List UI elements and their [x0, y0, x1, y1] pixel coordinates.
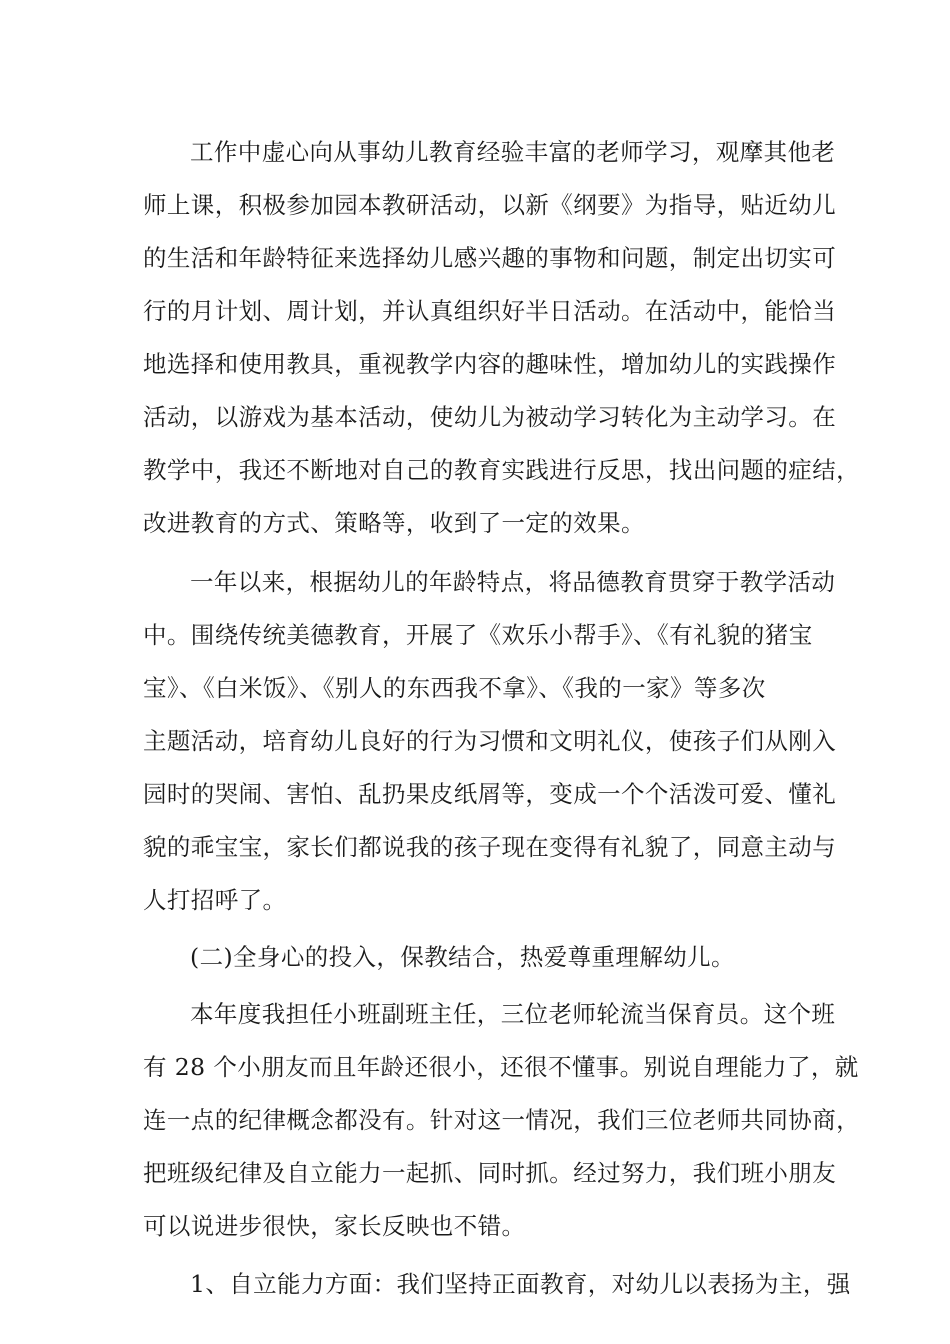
text-line-12: 主题活动，培育幼儿良好的行为习惯和文明礼仪，使孩子们从刚入: [143, 727, 837, 755]
text-line-3: 的生活和年龄特征来选择幼儿感兴趣的事物和问题，制定出切实可: [143, 244, 837, 272]
text-line-11: 宝》、《白米饭》、《别人的东西我不拿》、《我的一家》等多次: [143, 674, 766, 702]
text-line-17: 本年度我担任小班副班主任，三位老师轮流当保育员。这个班: [190, 1000, 836, 1028]
text-line-19: 连一点的纪律概念都没有。针对这一情况，我们三位老师共同协商，: [143, 1106, 860, 1134]
text-line-5: 地选择和使用教具，重视教学内容的趣味性，增加幼儿的实践操作: [143, 350, 837, 378]
text-line-6: 活动，以游戏为基本活动，使幼儿为被动学习转化为主动学习。在: [143, 403, 837, 431]
text-line-8: 改进教育的方式、策略等，收到了一定的效果。: [143, 509, 645, 537]
text-line-21: 可以说进步很快，家长反映也不错。: [143, 1212, 526, 1240]
text-line-22: 1、自立能力方面：我们坚持正面教育，对幼儿以表扬为主，强: [190, 1270, 851, 1298]
text-line-18: 有 28 个小朋友而且年龄还很小，还很不懂事。别说自理能力了，就: [143, 1053, 859, 1081]
text-line-2: 师上课，积极参加园本教研活动，以新《纲要》为指导，贴近幼儿: [143, 191, 837, 219]
text-line-4: 行的月计划、周计划，并认真组织好半日活动。在活动中，能恰当: [143, 297, 837, 325]
section-heading: (二)全身心的投入，保教结合，热爱尊重理解幼儿。: [190, 943, 735, 971]
text-line-20: 把班级纪律及自立能力一起抓、同时抓。经过努力，我们班小朋友: [143, 1159, 837, 1187]
text-line-14: 貌的乖宝宝，家长们都说我的孩子现在变得有礼貌了，同意主动与: [143, 833, 837, 861]
text-line-7: 教学中，我还不断地对自己的教育实践进行反思，找出问题的症结，: [143, 456, 860, 484]
text-line-10: 中。围绕传统美德教育，开展了《欢乐小帮手》、《有礼貌的猪宝: [143, 621, 813, 649]
text-line-1: 工作中虚心向从事幼儿教育经验丰富的老师学习，观摩其他老: [190, 138, 836, 166]
text-line-13: 园时的哭闹、害怕、乱扔果皮纸屑等，变成一个个活泼可爱、懂礼: [143, 780, 837, 808]
text-line-9: 一年以来，根据幼儿的年龄特点，将品德教育贯穿于教学活动: [190, 568, 836, 596]
text-line-15: 人打招呼了。: [143, 886, 287, 914]
